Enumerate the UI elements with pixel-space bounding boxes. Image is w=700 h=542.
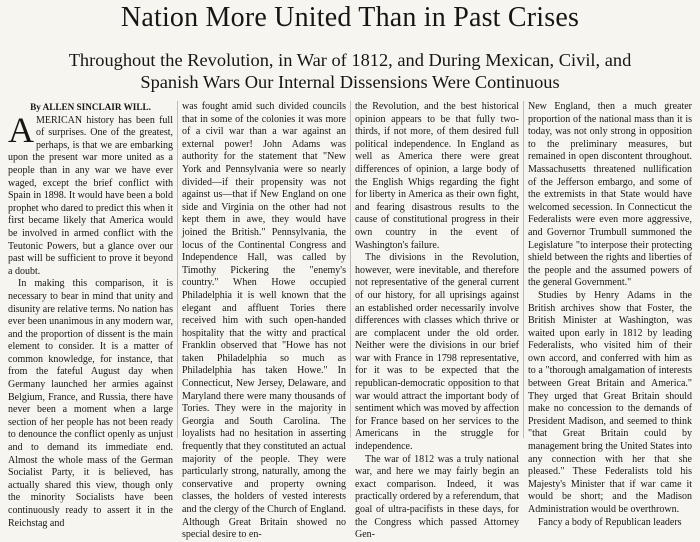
paragraph: was fought amid such divided councils that in some of the colonies it was more of a civil war than a war against an external power! John Adams was authority for the statement that "New York and Pennsylvania were so nearly divided—if their propensity was not against us—that if New England on one side and Virginia on the other had not kept them in awe, they would have joined the British." Pennsylvania, the locus of the Continental Congress and Independence Hall, was called by Timothy Pickering the "enemy's country." When Howe occupied Philadelphia it is well known that the elegant and affluent Tories there received him with such open-handed hospitality that the witty and practical Franklin observed that "Howe has not taken Philadelphia so much as Philadelphia has taken Howe." In Connecticut, New Jersey, Delaware, and Maryland there were many thousands of Tories. They were in the majority in Georgia and South Carolina. The loyalists had no hesitation in asserting frequently that they constituted an actual majority of the people. They were particularly strong, naturally, among the conservative and property owning classes, the holders of vested interests and the clergy of the Church of England. Although Great Britain showed no special desire to en- bbox=[182, 101, 346, 541]
byline: By ALLEN SINCLAIR WILL. bbox=[30, 102, 151, 112]
deck-line-2: Spanish Wars Our Internal Dissensions Were Continuous bbox=[140, 72, 560, 92]
paragraph: the Revolution, and the best historical opinion appears to be that fully two-thirds, if not more, of them desired full political independence. In England as well as America there were great differences of opinion, a large body of the English Whigs regarding the fight for liberty in America as their own fight, and fearing disastrous results to the cause of constitutional progress in their own country in the event of Washington's failure. bbox=[355, 101, 519, 251]
paragraph: Fancy a body of Republican leaders bbox=[538, 516, 682, 528]
paragraph: The war of 1812 was a truly national war, and here we may fairly begin an exact comparison. Indeed, it was practically ordered by a referendum, that goal of ultra-pacifists in these days, for the Congress which passed Attorney Gen- bbox=[355, 453, 519, 541]
column-4 bbox=[523, 101, 696, 528]
column-1 bbox=[4, 101, 177, 529]
paragraph: In making this comparison, it is necessary to bear in mind that unity and disunity are relative terms. No nation has ever been unanimous in any modern war, and the proportion of dissent is the main element to consider. It is a matter of common knowledge, for instance, that from the fateful August day when Germany launched her armies against Belgium, France, and Russia, there have never been a moment when a large section of her people has not been ready to denounce the conflict openly as unjust and to demand its immediate end. Almost the whole mass of the German Socialist Party, it is believed, has actually shared this view, though only the minority Socialists have been continuously ready to assert it in the Reichstag and bbox=[8, 278, 173, 529]
paragraph: Studies by Henry Adams in the British archives show that Foster, the British Minister at Washington, was waited upon early in 1812 by leading Federalists, who visited him of their own accord, and conferred with him as to a "thorough amalgamation of interests between Great Britain and America." They urged that Great Britain should make no concession to the demands of President Madison, and seemed to think "that Great Britain could by management bring the United States into any connection with her that she pleased." These Federalists told his Majesty's Minister that if war came it would be short; and the Madison Administration would be overthrown. bbox=[528, 289, 692, 515]
article-deck bbox=[0, 49, 700, 93]
article-headline: Nation More United Than in Past Crises bbox=[120, 2, 580, 33]
deck-line-1: Throughout the Revolution, in War of 1812, and During Mexican, Civil, and bbox=[68, 50, 632, 70]
paragraph: AMERICAN history has been full of surprises. One of the greatest, perhaps, is that we are embarking upon the present war more united as a people than in any war we have ever waged, except the brief conflict with Spain in 1898. It would have been a bold prophet who dared to predict this when it first became likely that America would be involved in armed conflict with the Teutonic Powers, but a glance over our past will be sufficient to prove it beyond a doubt. bbox=[8, 109, 173, 277]
column-3 bbox=[350, 101, 523, 541]
column-2 bbox=[177, 101, 350, 541]
paragraph: The divisions in the Revolution, however, were inevitable, and therefore not representative of the general current of our history, for all uprisings against an established order necessarily involve differences with classes which thrive or are complacent under the old order. Neither were the divisions in our brief war with France in 1798 representative, for it was to be expected that the republican-democratic opposition to that war would attract the important body of sentiment which was moved by affection for France based on her services to the Americans in the struggle for independence. bbox=[355, 252, 519, 453]
paragraph: New England, then a much greater proportion of the national mass than it is today, was not only strong in opposition to the preliminary measures, but remained in open discontent throughout. Massachusetts threatened nullification of the Jefferson embargo, and some of the extremists in that State would have welcomed secession. In Connecticut the Federalists were even more aggressive, and Governor Trumbull summoned the Legislature "to interpose their protecting shield between the rights and liberties of the people and the assumed powers of the general Government." bbox=[528, 101, 692, 289]
article-columns bbox=[4, 101, 697, 541]
